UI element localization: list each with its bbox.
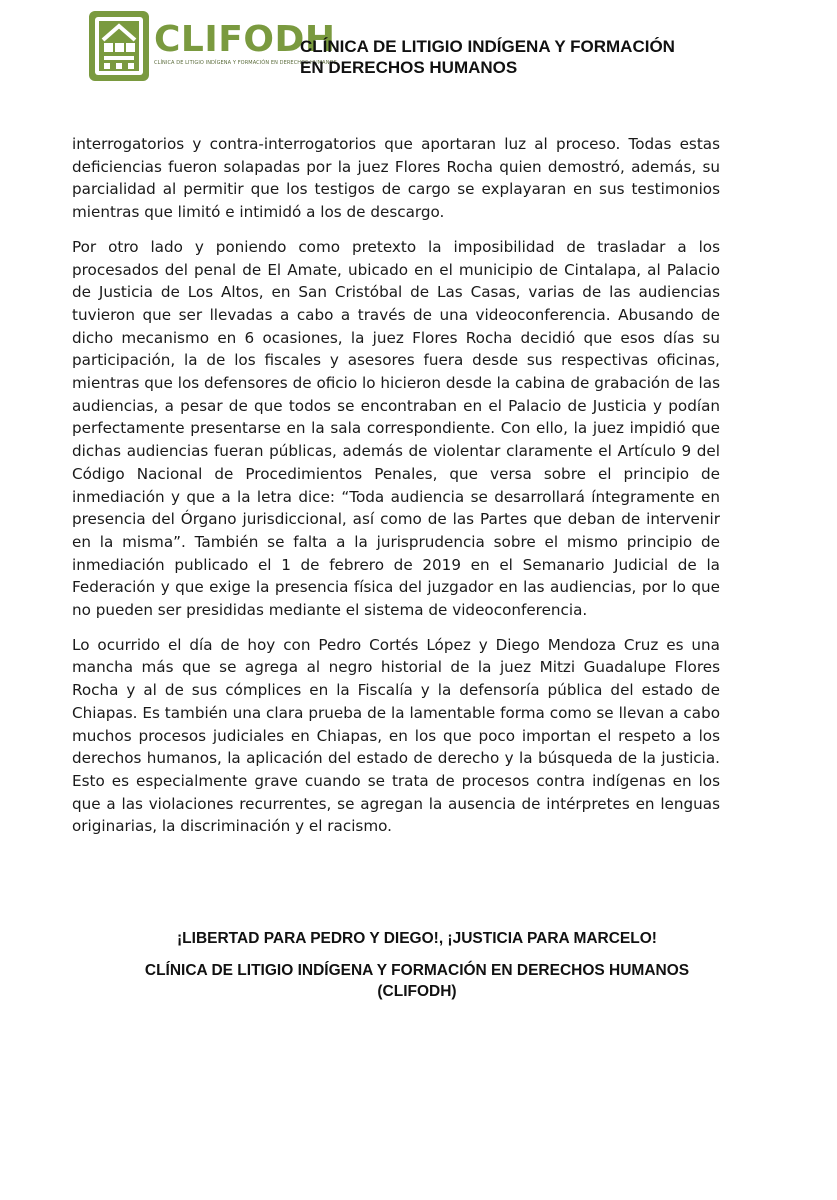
org-name: CLÍNICA DE LITIGIO INDÍGENA Y FORMACIÓN EN DERECHOS HUMANOS: [144, 962, 690, 979]
closing-slogan: ¡LIBERTAD PARA PEDRO Y DIEGO!, ¡JUSTICIA PARA MARCELO!: [177, 930, 657, 947]
title-line-2: EN DERECHOS HUMANOS: [300, 58, 518, 77]
logo-subtitle: CLÍNICA DE LITIGIO INDÍGENA Y FORMACIÓN EN DERECHOS HUMANOS: [154, 60, 337, 66]
org-acronym: (CLIFODH): [377, 983, 457, 1000]
logo-text: [154, 19, 337, 67]
paragraph: interrogatorios y contra-interrogatorios que aportaran luz al proceso. Todas estas deficiencias fueron solapadas por la juez Flores Rocha quien demostró, además, su parcialidad al permitir que los testigos de cargo se explayaran en sus testimonios mientras que limitó e intimidó a los de descargo.: [72, 135, 720, 222]
logo-word: CLIFODH: [154, 19, 336, 60]
page-title: [300, 36, 700, 78]
closing-signature: [72, 960, 762, 1002]
clifodh-logo-icon: [88, 10, 150, 82]
body-text: [72, 133, 720, 850]
header: [88, 10, 337, 85]
paragraph: Lo ocurrido el día de hoy con Pedro Cortés López y Diego Mendoza Cruz es una mancha más que se agrega al negro historial de la juez Mitzi Guadalupe Flores Rocha y al de sus cómplices en la Fiscalía y la defensoría pública del estado de Chiapas. Es también una clara prueba de la lamentable forma como se llevan a cabo muchos procesos judiciales en Chiapas, en los que poco importan el respeto a los derechos humanos, la aplicación del estado de derecho y la búsqueda de la justicia. Esto es especialmente grave cuando se trata de procesos contra indígenas en los que a las violaciones recurrentes, se agregan la ausencia de intérpretes en lenguas originarias, la discriminación y el racismo.: [72, 635, 720, 836]
title-line-1: CLÍNICA DE LITIGIO INDÍGENA Y FORMACIÓN: [300, 37, 675, 56]
paragraph: Por otro lado y poniendo como pretexto la imposibilidad de trasladar a los procesados del penal de El Amate, ubicado en el municipio de Cintalapa, al Palacio de Justicia de Los Altos, en San Cristóbal de Las Casas, varias de las audiencias tuvieron que ser llevadas a cabo a través de una videoconferencia. Abusando de dicho mecanismo en 6 ocasiones, la juez Flores Rocha decidió que esos días su participación, la de los fiscales y asesores fuera desde sus respectivas oficinas, mientras que los defensores de oficio lo hicieron desde la cabina de grabación de las audiencias, a pesar de que todos se encontraban en el Palacio de Justicia y podían perfectamente presentarse en la sala correspondiente. Con ello, la juez impidió que dichas audiencias fueran públicas, además de violentar claramente el Artículo 9 del Código Nacional de Procedimientos Penales, que versa sobre el principio de inmediación y que a la letra dice: “Toda audiencia se desarrollará íntegramente en presencia del Órgano jurisdiccional, así como de las Partes que deban de intervenir en la misma”. También se falta a la jurisprudencia sobre el mismo principio de inmediación publicado el 1 de febrero de 2019 en el Semanario Judicial de la Federación y que exige la presencia física del juzgador en las audiencias, por lo que no pueden ser presididas mediante el sistema de videoconferencia.: [72, 237, 720, 620]
